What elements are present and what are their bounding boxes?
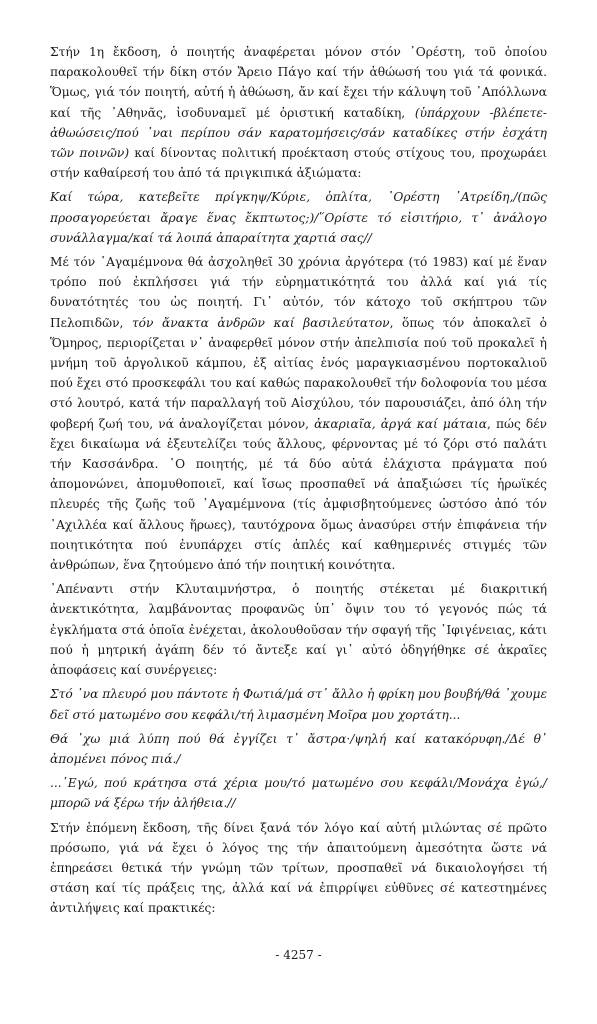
document-body (50, 42, 547, 923)
paragraph (50, 42, 547, 183)
text-run: , πώς δέν ἔχει δικαίωμα νά ἐξευτελίζει τούς ἄλλους, φέρνοντας μέ τό ζόρι στό παλάτι τήν Κασσάνδρα. ῾Ο ποιητής, μέ τά δύο αὐτά ἐλάχιστα πράγματα πού ἀπομονώνει, ἀπομυθοποιεῖ, καί ἴσως προσπαθεῖ νά ἀπαξιώσει τίς ἡρωϊκές πλευρές τῆς ζωῆς τοῦ ᾿Αγαμέμνονα (τίς ἀμφισβητούμενες ὡστόσο ἀπό τόν ᾿Αχιλλέα καί ἄλλους ἥρωες), ταυτόχρονα ὅμως ἀνασύρει στήν ἐπιφάνεια τήν ποιητικότητα πού ἐνυπάρχει στίς ἁπλές καί καθημερινές στιγμές τῶν ἀνθρώπων, ἕνα ζητούμενο ἀπό τήν ποιητική κοινότητα. (50, 416, 547, 573)
page-number: - 4257 - (275, 948, 322, 962)
paragraph (50, 187, 547, 248)
text-run: καί δίνοντας πολιτική προέκταση στούς στίχους του, προχωράει στήν καθαίρεσή του ἀπό τά πριγκιπικά ἀξιώματα: (50, 146, 547, 181)
text-run: Στήν ἑπόμενη ἔκδοση, τῆς δίνει ξανά τόν λόγο καί αὐτή μιλώντας σέ πρῶτο πρόσωπο, γιά νά ἔχει ὁ λόγος της τήν ἀπαιτούμενη ἀμεσότητα ὥστε νά ἐπηρεάσει θετικά τήν γνώμη τῶν τρίτων, προσπαθεῖ νά δικαιολογήσει τή στάση καί τίς πράξεις της, ἀλλά καί νά ἐπιρρίψει εὐθῦνες σέ κατεστημένες ἀντιλήψεις καί πρακτικές: (50, 820, 547, 916)
italic-text-run: (ὑπάρχουν -βλέπετε- ἀθωώσεις/πού ᾽ναι περίπου σάν καρατομήσεις/σάν καταδίκες στήν ἐσχάτη τῶν ποινῶν) (50, 105, 547, 161)
paragraph (50, 252, 547, 575)
italic-text-run: Θά ᾽χω μιά λύπη πού θά ἐγγίζει τ᾽ ἄστρα·/ψηλή καί κατακόρυφη./Δέ θ᾽ ἀπομένει πόνος πιά./ (50, 731, 547, 766)
text-run: Στήν 1η ἔκδοση, ὁ ποιητής ἀναφέρεται μόνον στόν ᾿Ορέστη, τοῦ ὁποίου παρακολουθεῖ τήν δίκη στόν Ἄρειο Πάγο καί τήν ἀθώωσή του γιά τά φονικά. Ὅμως, γιά τόν ποιητή, αὐτή ἡ ἀθώωση, ἄν καί ἔχει τήν κάλυψη τοῦ ᾿Απόλλωνα καί τῆς ᾿Αθηνᾶς, ἰσοδυναμεῖ μέ ὁριστική καταδίκη, (50, 45, 547, 120)
italic-text-run: τόν ἄνακτα ἀνδρῶν καί βασιλεύτατον (131, 315, 390, 330)
paragraph (50, 729, 547, 769)
text-run: Μέ τόν ᾿Αγαμέμνονα θά ἀσχοληθεῖ 30 χρόνια ἀργότερα (τό 1983) καί μέ ἕναν τρόπο πού ἐκπλήσσει γιά τήν εὑρηματικότητά του ἀλλά καί γιά τίς δυνατότητές του ὡς ποιητή. Γι᾽ αὐτόν, τόν κάτοχο τοῦ σκήπτρου τῶν Πελοπιδῶν, (50, 255, 547, 330)
text-run: ᾿Απέναντι στήν Κλυταιμνήστρα, ὁ ποιητής στέκεται μέ διακριτική ἀνεκτικότητα, λαμβάνοντας προφανῶς ὑπ᾽ ὄψιν του τό γεγονός πώς τά ἐγκλήματα στά ὁποῖα ἐνέχεται, ἀκολουθοῦσαν τήν σφαγή τῆς ᾿Ιφιγένειας, κάτι πού ἡ μητρική ἀγάπη δέν τό ἄντεξε καί γι᾽ αὐτό ὁδηγήθηκε σέ ἀκραῖες ἀποφάσεις καί συνέργειες: (50, 582, 547, 678)
italic-text-run: ἀκαριαῖα, ἀργά καί μάταια (314, 416, 488, 431)
paragraph (50, 773, 547, 813)
italic-text-run: Στό ᾽να πλευρό μου πάντοτε ἡ Φωτιά/μά στ᾽ ἄλλο ἡ φρίκη μου βουβή/θά ᾽χουμε δεῖ στό ματωμένο σου κεφάλι/τή λιμασμένη Μοῖρα μου χορτάτη... (50, 687, 547, 722)
text-run: , ὅπως τόν ἀποκαλεῖ ὁ Ὅμηρος, περιορίζεται ν᾽ ἀναφερθεῖ μόνον στήν ἀπελπισία πού τοῦ προκαλεῖ ἡ μνήμη τοῦ ἀργολικοῦ κάμπου, ἐξ αἰτίας ἑνός μαραγκιασμένου πορτοκαλιοῦ πού ἔχει στό προσκεφάλι του καί καθώς παρακολουθεῖ τήν δολοφονία του μέσα στό λουτρό, κατά τήν παραλλαγή τοῦ Αἰσχύλου, τόν παρουσιάζει, ἀπό όλη τήν φοβερή ζωή του, νά ἀναλογίζεται μόνον, (50, 315, 547, 431)
paragraph (50, 684, 547, 724)
italic-text-run: Καί τώρα, κατεβεῖτε πρίγκηψ/Κύριε, ὁπλίτα, ᾿Ορέστη ᾿Ατρείδη,/(πῶς προσαγορεύεται ἄραγε ἕνας ἔκπτωτος;)/῞Ορίστε τό εἰσιτήριο, τ᾽ ἀνάλογο συνάλλαγμα/καί τά λοιπά ἀπαραίτητα χαρτιά σας// (50, 190, 547, 245)
italic-text-run: ...᾽Εγώ, πού κράτησα στά χέρια μου/τό ματωμένο σου κεφάλι/Μονάχα ἐγώ,/μπορῶ νά ξέρω τήν ἀλήθεια.// (50, 776, 547, 811)
paragraph (50, 818, 547, 919)
paragraph (50, 579, 547, 680)
